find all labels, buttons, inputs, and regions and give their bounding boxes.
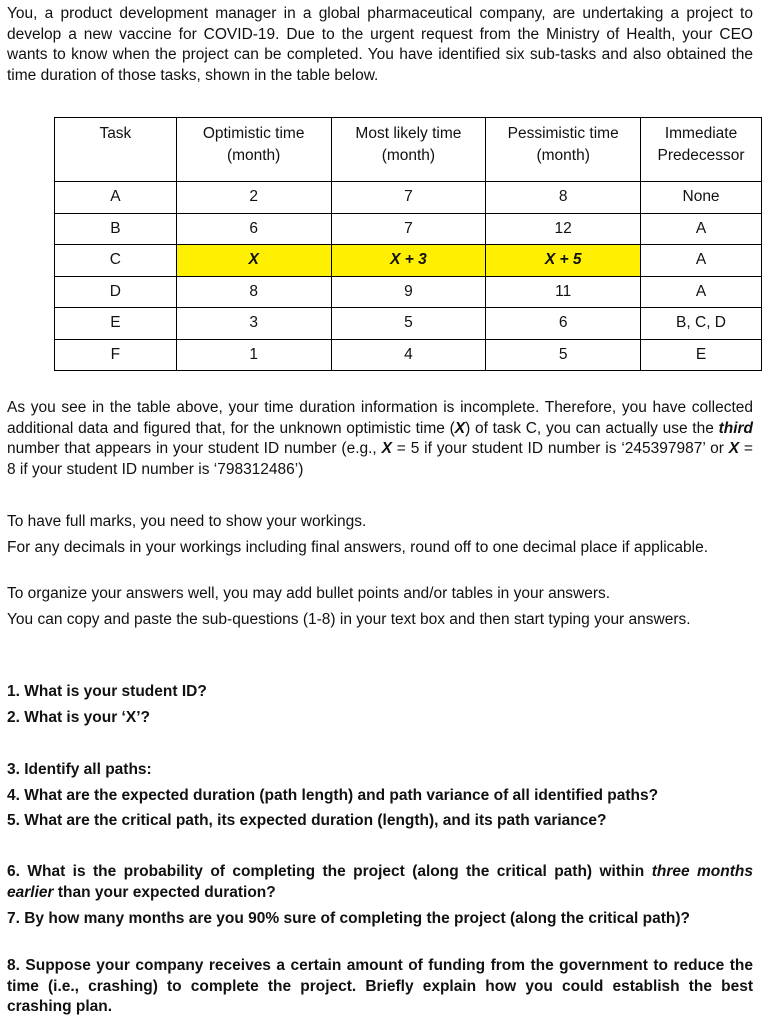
para-text: = 8 if your student ID number is ‘798312486’): [7, 440, 753, 478]
table-row: [55, 213, 762, 245]
question-5: 5. What are the critical path, its expected duration (length), and its path variance?: [7, 812, 607, 829]
x-variable: X: [454, 419, 466, 437]
cell: 5: [486, 339, 641, 371]
cell: C: [55, 245, 177, 277]
cell: 8: [176, 276, 331, 308]
table-row: [55, 276, 762, 308]
cell: 1: [176, 339, 331, 371]
question-2: 2. What is your ‘X’?: [7, 709, 150, 726]
cell: 6: [176, 213, 331, 245]
question-6-text: 6. What is the probability of completing the project (along the critical path) within: [7, 863, 652, 880]
cell: A: [641, 276, 762, 308]
highlighted-cell: X + 3: [331, 245, 486, 277]
table-row: [55, 245, 762, 277]
cell: 7: [331, 182, 486, 214]
highlighted-cell: X + 5: [486, 245, 641, 277]
task-table: [54, 117, 762, 371]
cell: 4: [331, 339, 486, 371]
question-8: 8. Suppose your company receives a certain amount of funding from the government to reduce the time (i.e., crashing) to complete the project. Briefly explain how you could establish the best crashing plan.: [7, 957, 753, 1015]
instruction-line: To have full marks, you need to show your workings.: [7, 513, 367, 530]
question-6-emphasis: three months earlier: [7, 863, 753, 901]
instruction-line: To organize your answers well, you may add bullet points and/or tables in your answers.: [7, 585, 611, 602]
cell: A: [641, 245, 762, 277]
cell: 2: [176, 182, 331, 214]
instruction-line: For any decimals in your workings including final answers, round off to one decimal place if applicable.: [7, 539, 709, 556]
question-6-text: than your expected duration?: [53, 883, 276, 901]
header-pessimistic: Pessimistic time (month): [486, 118, 641, 182]
question-6: [7, 862, 753, 903]
cell: 3: [176, 308, 331, 340]
x-variable: X: [728, 440, 740, 457]
question-4: 4. What are the expected duration (path length) and path variance of all identified paths?: [7, 787, 659, 804]
table-header-row: [55, 118, 762, 182]
cell: 5: [331, 308, 486, 340]
cell: D: [55, 276, 177, 308]
question-3: 3. Identify all paths:: [7, 761, 152, 778]
cell: B, C, D: [641, 308, 762, 340]
question-1: 1. What is your student ID?: [7, 683, 207, 700]
header-predecessor: Immediate Predecessor: [641, 118, 762, 182]
cell: 8: [486, 182, 641, 214]
cell: 11: [486, 276, 641, 308]
intro-paragraph: You, a product development manager in a global pharmaceutical company, are undertaking a project to develop a new vaccine for COVID-19. Due to the urgent request from the Ministry of Health, your CEO wants to know when the project can be completed. You have identified six sub-tasks and also obtained the time duration of those tasks, shown in the table below.: [7, 5, 753, 84]
cell: 9: [331, 276, 486, 308]
x-variable: X: [381, 440, 392, 457]
cell: E: [55, 308, 177, 340]
highlighted-cell: X: [176, 245, 331, 277]
cell: B: [55, 213, 177, 245]
cell: 12: [486, 213, 641, 245]
instruction-line: You can copy and paste the sub-questions (1-8) in your text box and then start typing your answers.: [7, 611, 691, 628]
cell: 6: [486, 308, 641, 340]
para-text: ) of task C, you can actually use the: [465, 419, 719, 437]
cell: A: [641, 213, 762, 245]
para-text: As you see in the table above, your time duration information is incomplete. Therefore, you have collected additional data and figured that, for the unknown optimistic time (: [7, 399, 753, 437]
table-row: [55, 339, 762, 371]
para-text: number that appears in your student ID number (e.g.,: [7, 440, 382, 457]
question-7: 7. By how many months are you 90% sure of completing the project (along the critical path)?: [7, 910, 690, 927]
header-task: Task: [55, 118, 177, 182]
third-emphasis: third: [718, 419, 753, 437]
student-id-paragraph: [7, 398, 753, 480]
para-text: = 5 if your student ID number is ‘245397987’ or: [391, 440, 729, 457]
table-row: [55, 182, 762, 214]
cell: A: [55, 182, 177, 214]
header-most-likely: Most likely time (month): [331, 118, 486, 182]
table-row: [55, 308, 762, 340]
cell: 7: [331, 213, 486, 245]
cell: F: [55, 339, 177, 371]
cell: None: [641, 182, 762, 214]
header-optimistic: Optimistic time (month): [176, 118, 331, 182]
cell: E: [641, 339, 762, 371]
